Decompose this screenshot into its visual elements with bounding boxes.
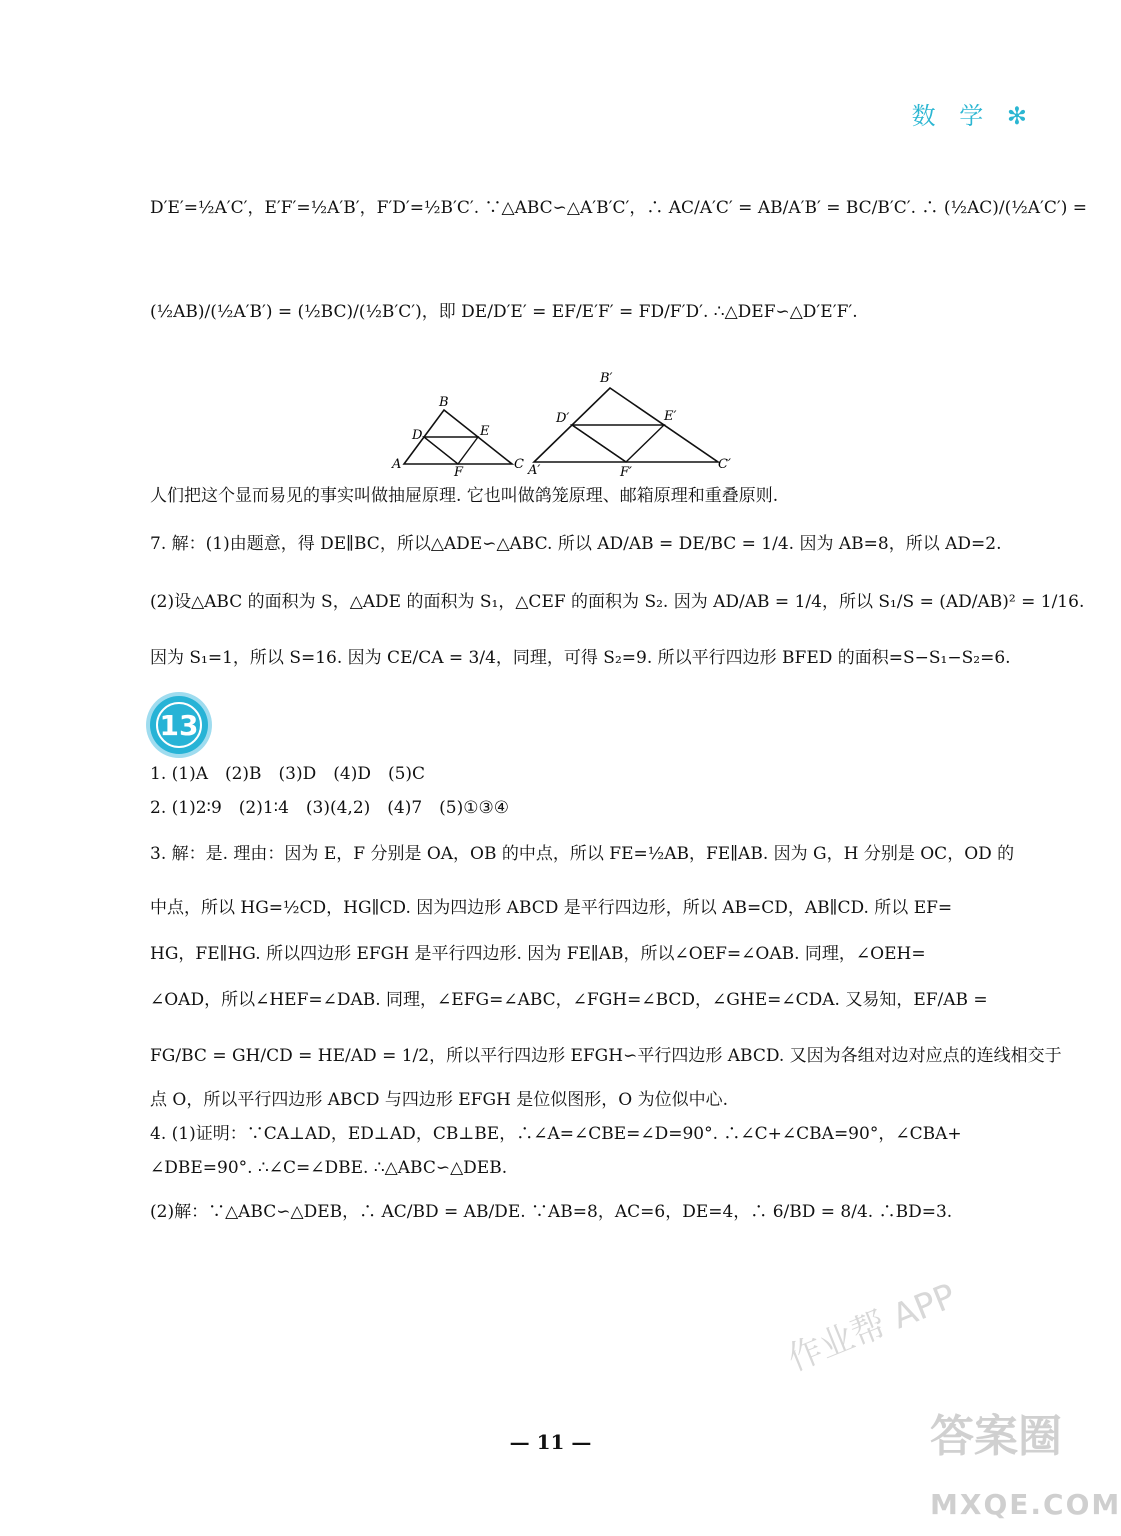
label-f-prime: F′ xyxy=(620,465,632,480)
label-e-prime: E′ xyxy=(664,409,677,424)
label-c-prime: C′ xyxy=(718,457,731,472)
text-line-9: 3. 解：是. 理由：因为 E，F 分别是 OA，OB 的中点，所以 FE=½AB，FE∥AB. 因为 G，H 分别是 OC，OD 的 xyxy=(150,844,1015,864)
text-line-15: 4. (1)证明：∵CA⊥AD，ED⊥AD，CB⊥BE，∴∠A=∠CBE=∠D=90°. ∴∠C+∠CBA=90°，∠CBA+ xyxy=(150,1124,962,1144)
text-line-1: D′E′=½A′C′，E′F′=½A′B′，F′D′=½B′C′. ∵△ABC∽△A′B′C′，∴ AC/A′C′ = AB/A′B′ = BC/B′C′. ∴ (½AC)/(½A′C′) = xyxy=(150,198,1087,218)
text-line-6: 因为 S₁=1，所以 S=16. 因为 CE/CA = 3/4，同理，可得 S₂=9. 所以平行四边形 BFED 的面积=S−S₁−S₂=6. xyxy=(150,648,1011,668)
section-number: 13 xyxy=(156,702,202,748)
label-e: E xyxy=(480,424,490,439)
label-b: B xyxy=(439,395,449,410)
label-b-prime: B′ xyxy=(600,371,613,386)
site-logo-url: MXQE.COM xyxy=(930,1488,1121,1521)
site-logo: 答案圈 xyxy=(930,1411,1062,1462)
text-line-12: ∠OAD，所以∠HEF=∠DAB. 同理，∠EFG=∠ABC，∠FGH=∠BCD，∠GHE=∠CDA. 又易知，EF/AB = xyxy=(150,990,988,1010)
text-line-7: 1. (1)A (2)B (3)D (4)D (5)C xyxy=(150,764,426,784)
label-d: D xyxy=(412,428,423,443)
text-line-3: 人们把这个显而易见的事实叫做抽屉原理. 它也叫做鸽笼原理、邮箱原理和重叠原则. xyxy=(150,486,779,506)
label-f: F xyxy=(454,465,464,480)
label-c: C xyxy=(514,457,524,472)
similar-triangles-figure xyxy=(388,368,748,482)
text-line-17: (2)解：∵△ABC∽△DEB，∴ AC/BD = AB/DE. ∵AB=8，AC=6，DE=4，∴ 6/BD = 8/4. ∴BD=3. xyxy=(150,1202,953,1222)
label-a-prime: A′ xyxy=(528,463,541,478)
text-line-4: 7. 解：(1)由题意，得 DE∥BC，所以△ADE∽△ABC. 所以 AD/AB = DE/BC = 1/4. 因为 AB=8，所以 AD=2. xyxy=(150,534,1002,554)
section-badge xyxy=(150,696,208,754)
header-subject: 数 学 ✻ xyxy=(911,102,1027,130)
text-line-13: FG/BC = GH/CD = HE/AD = 1/2，所以平行四边形 EFGH∽平行四边形 ABCD. 又因为各组对边对应点的连线相交于 xyxy=(150,1046,1062,1066)
label-a: A xyxy=(392,457,402,472)
watermark-text: 作业帮 APP xyxy=(782,1276,962,1380)
label-d-prime: D′ xyxy=(556,411,570,426)
text-line-14: 点 O，所以平行四边形 ABCD 与四边形 EFGH 是位似图形，O 为位似中心. xyxy=(150,1090,729,1110)
snowflake-icon: ✻ xyxy=(1006,102,1027,130)
text-line-5: (2)设△ABC 的面积为 S，△ADE 的面积为 S₁，△CEF 的面积为 S₂. 因为 AD/AB = 1/4，所以 S₁/S = (AD/AB)² = 1/16. xyxy=(150,592,1085,612)
text-line-16: ∠DBE=90°. ∴∠C=∠DBE. ∴△ABC∽△DEB. xyxy=(150,1158,508,1178)
text-line-8: 2. (1)2∶9 (2)1∶4 (3)(4,2) (4)7 (5)①③④ xyxy=(150,798,509,818)
triangle-def xyxy=(424,437,478,464)
text-line-10: 中点，所以 HG=½CD，HG∥CD. 因为四边形 ABCD 是平行四边形，所以 AB=CD，AB∥CD. 所以 EF= xyxy=(150,898,953,918)
page-number: — 11 — xyxy=(509,1430,592,1454)
text-line-11: HG，FE∥HG. 所以四边形 EFGH 是平行四边形. 因为 FE∥AB，所以∠OEF=∠OAB. 同理，∠OEH= xyxy=(150,944,926,964)
text-line-2: (½AB)/(½A′B′) = (½BC)/(½B′C′)，即 DE/D′E′ = EF/E′F′ = FD/F′D′. ∴△DEF∽△D′E′F′. xyxy=(150,302,858,322)
